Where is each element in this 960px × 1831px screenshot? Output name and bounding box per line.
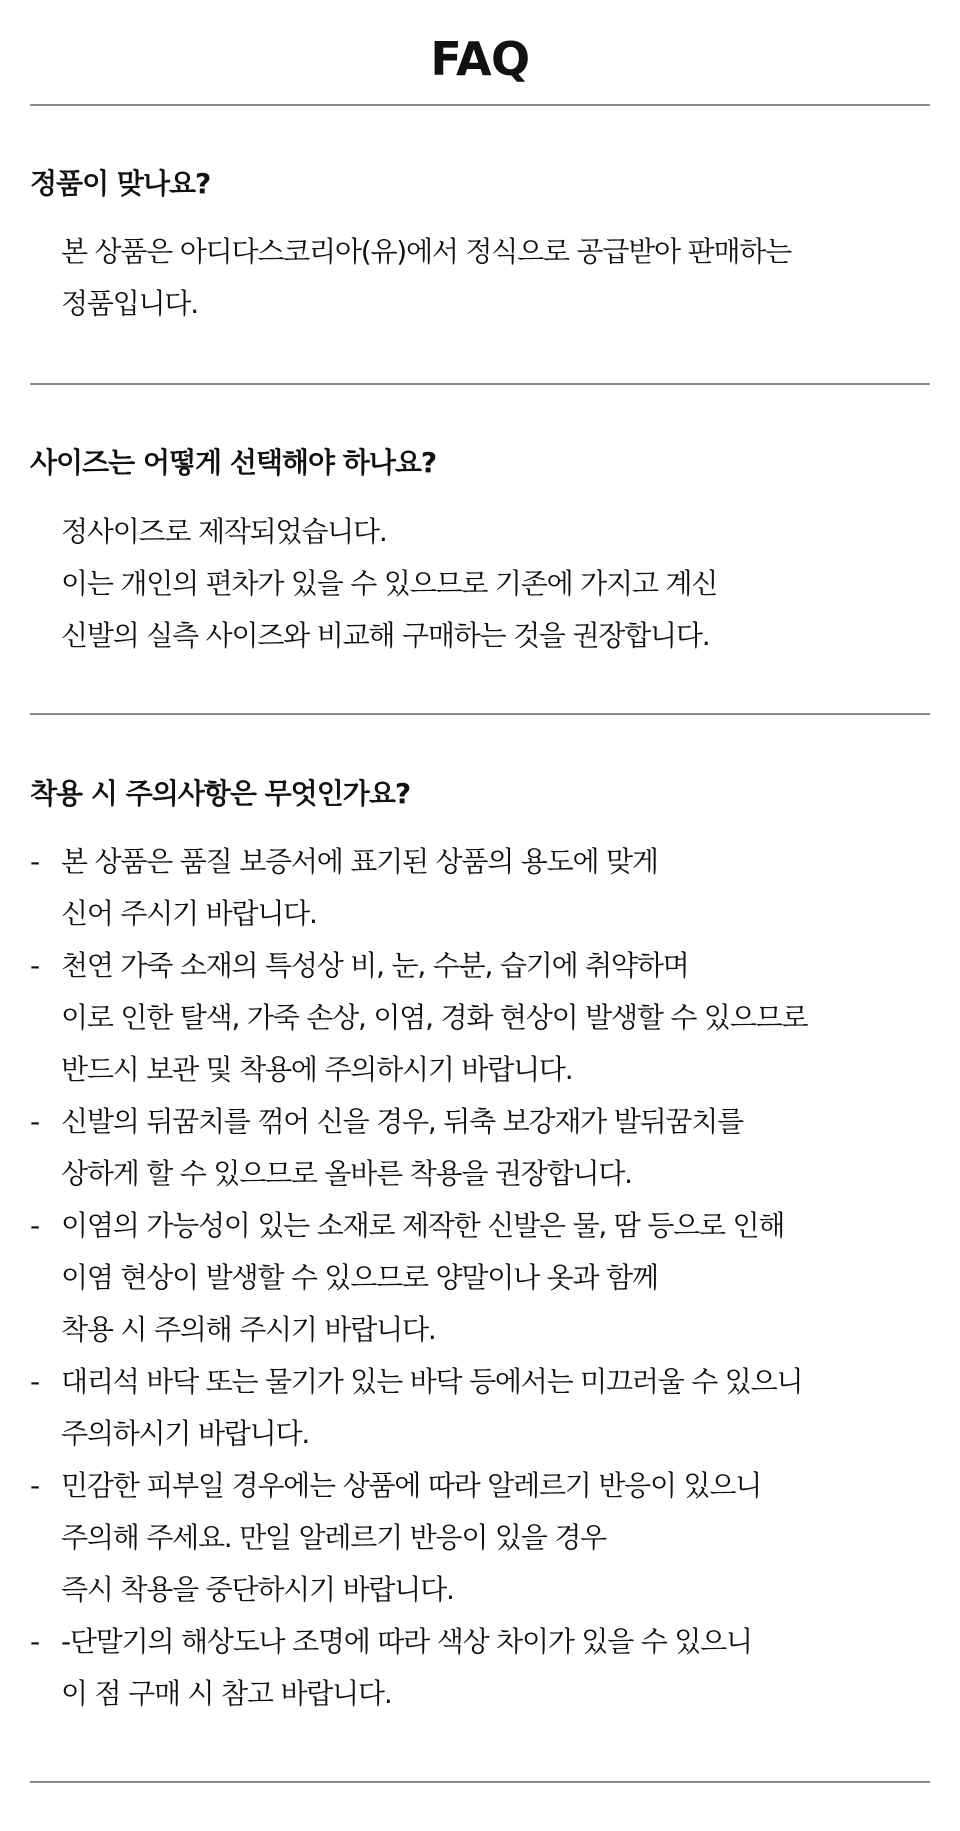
faq-answer-authentic	[61, 226, 791, 330]
bullet-line: 반드시 보관 및 착용에 주의하시기 바랍니다.	[61, 1053, 573, 1086]
divider	[30, 104, 930, 106]
bullet-line: 이로 인한 탈색, 가죽 손상, 이염, 경화 현상이 발생할 수 있으므로	[61, 1001, 808, 1034]
bullet-line: 민감한 피부일 경우에는 상품에 따라 알레르기 반응이 있으니	[61, 1469, 762, 1502]
care-notice-item	[30, 1096, 807, 1200]
bullet-dash: -	[30, 845, 39, 878]
bullet-dash: -	[30, 1469, 39, 1502]
bullet-line: 신발의 뒤꿈치를 꺾어 신을 경우, 뒤축 보강재가 발뒤꿈치를	[61, 1105, 743, 1138]
answer-line: 정품입니다.	[61, 287, 198, 320]
bullet-line: 신어 주시기 바랍니다.	[61, 897, 317, 930]
bullet-line: 천연 가죽 소재의 특성상 비, 눈, 수분, 습기에 취약하며	[61, 949, 689, 982]
answer-line: 정사이즈로 제작되었습니다.	[61, 515, 387, 548]
faq-question-size: 사이즈는 어떻게 선택해야 하나요?	[30, 446, 437, 479]
faq-question-care: 착용 시 주의사항은 무엇인가요?	[30, 777, 411, 810]
bullet-line: 본 상품은 품질 보증서에 표기된 상품의 용도에 맞게	[61, 845, 658, 878]
bullet-line: 즉시 착용을 중단하시기 바랍니다.	[61, 1573, 454, 1606]
answer-line: 신발의 실측 사이즈와 비교해 구매하는 것을 권장합니다.	[61, 619, 710, 652]
care-notice-item	[30, 940, 807, 1096]
answer-line: 이는 개인의 편차가 있을 수 있으므로 기존에 가지고 계신	[61, 567, 718, 600]
faq-question-authentic: 정품이 맞나요?	[30, 167, 211, 200]
bullet-line: 대리석 바닥 또는 물기가 있는 바닥 등에서는 미끄러울 수 있으니	[61, 1365, 803, 1398]
divider	[30, 713, 930, 715]
bullet-line: -단말기의 해상도나 조명에 따라 색상 차이가 있을 수 있으니	[61, 1625, 752, 1658]
bullet-dash: -	[30, 1105, 39, 1138]
care-notice-item	[30, 836, 807, 940]
bullet-line: 주의해 주세요. 만일 알레르기 반응이 있을 경우	[61, 1521, 607, 1554]
bullet-line: 주의하시기 바랍니다.	[61, 1417, 310, 1450]
divider	[30, 1781, 930, 1783]
bullet-dash: -	[30, 949, 39, 982]
care-notice-item	[30, 1356, 807, 1460]
care-notice-item	[30, 1616, 807, 1720]
bullet-dash: -	[30, 1365, 39, 1398]
bullet-line: 착용 시 주의해 주시기 바랍니다.	[61, 1313, 436, 1346]
bullet-dash: -	[30, 1625, 39, 1658]
faq-answer-size	[61, 506, 717, 662]
care-notice-item	[30, 1460, 807, 1616]
care-notice-item	[30, 1200, 807, 1356]
bullet-dash: -	[30, 1209, 39, 1242]
bullet-line: 이염 현상이 발생할 수 있으므로 양말이나 옷과 함께	[61, 1261, 658, 1294]
divider	[30, 383, 930, 385]
page-title: FAQ	[430, 31, 530, 86]
care-notice-list	[30, 836, 807, 1720]
bullet-line: 이염의 가능성이 있는 소재로 제작한 신발은 물, 땀 등으로 인해	[61, 1209, 785, 1242]
bullet-line: 상하게 할 수 있으므로 올바른 착용을 권장합니다.	[61, 1157, 632, 1190]
answer-line: 본 상품은 아디다스코리아(유)에서 정식으로 공급받아 판매하는	[61, 235, 792, 268]
bullet-line: 이 점 구매 시 참고 바랍니다.	[61, 1677, 392, 1710]
